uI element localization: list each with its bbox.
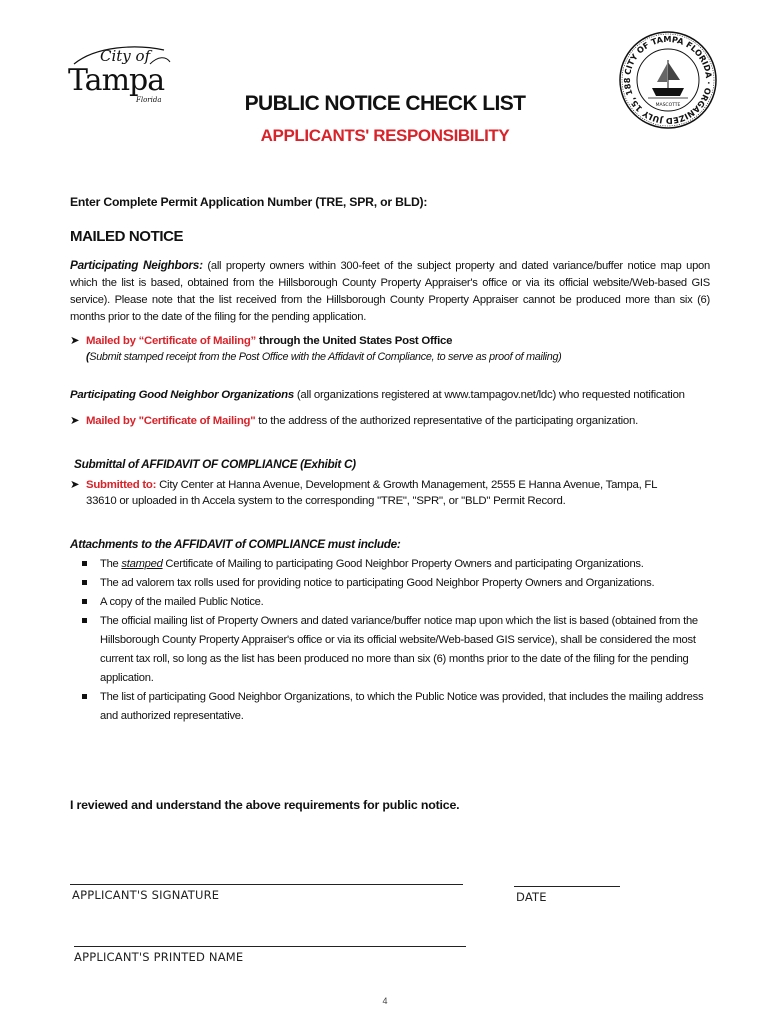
list-item: A copy of the mailed Public Notice.: [70, 593, 720, 612]
logo-florida: Florida: [136, 96, 162, 104]
logo-tampa: Tampa: [68, 63, 165, 98]
attachments-list: [70, 555, 720, 726]
arrow-bullet-icon: ➤: [70, 335, 80, 347]
submitted-to-address: City Center at Hanna Avenue, Development & Growth Management, 2555 E Hanna Avenue, Tampa, FL: [156, 479, 658, 491]
good-neighbor-organizations: [70, 389, 685, 401]
mailing-item2-rest: to the address of the authorized representative of the participating organization.: [255, 415, 638, 427]
date-line[interactable]: [514, 886, 620, 887]
printed-name-line[interactable]: [74, 946, 466, 947]
gno-label: Participating Good Neighbor Organizations: [70, 389, 294, 401]
mailing-item2-red: Mailed by "Certificate of Mailing": [86, 415, 256, 427]
page-subtitle: APPLICANTS' RESPONSIBILITY: [260, 126, 510, 145]
date-label: DATE: [516, 890, 547, 904]
mailing-item-red: Mailed by “Certificate of Mailing”: [86, 335, 256, 347]
submitted-to-line2: 33610 or uploaded in th Accela system to the corresponding "TRE", "SPR", or "BLD" Permit Record.: [86, 495, 566, 507]
gno-text: (all organizations registered at www.tampagov.net/ldc) who requested notification: [293, 389, 685, 401]
square-bullet-icon: [82, 599, 87, 604]
participating-neighbors-paragraph: [70, 257, 710, 326]
applicant-signature-line[interactable]: [70, 884, 463, 885]
acknowledgement-statement: I reviewed and understand the above requirements for public notice.: [70, 798, 460, 812]
page-number: 4: [382, 996, 388, 1006]
mailing-item-post-office: [70, 333, 452, 347]
square-bullet-icon: [82, 580, 87, 585]
page-title: PUBLIC NOTICE CHECK LIST: [244, 92, 526, 115]
list-item: The ad valorem tax rolls used for providing notice to participating Good Neighbor Property Owners and Organizations.: [70, 574, 720, 593]
applicant-signature-label: APPLICANT'S SIGNATURE: [72, 888, 220, 902]
neighbors-text: (all property owners within 300-feet of the subject property and dated variance/buffer notice map upon which the list is based, obtained from the Hillsborough County Property Appraiser's office or via its official website/Web-based GIS service). Please note that the list received from the Hillsborough County Property Appraiser cannot be produced more than six (6) months prior to the date of the filing for the pending application.: [70, 260, 710, 323]
printed-name-label: APPLICANT'S PRINTED NAME: [74, 950, 244, 964]
submittal-heading: Submittal of AFFIDAVIT OF COMPLIANCE (Exhibit C): [74, 457, 356, 471]
arrow-bullet-icon: ➤: [70, 479, 80, 491]
list-item: The list of participating Good Neighbor Organizations, to which the Public Notice was provided, that includes the mailing address and authorized representative.: [70, 688, 720, 726]
square-bullet-icon: [82, 694, 87, 699]
submitted-to-line: [70, 477, 657, 491]
submitted-to-label: Submitted to:: [86, 479, 157, 491]
attachments-heading: Attachments to the AFFIDAVIT of COMPLIANCE must include:: [70, 537, 401, 551]
square-bullet-icon: [82, 618, 87, 623]
list-item: The official mailing list of Property Owners and dated variance/buffer notice map upon which the list is based (obtained from the Hillsborough County Property Appraiser's office or via its official website/Web-based GIS service), shall be considered the most current tax roll, so long as the list has been produced no more than six (6) months prior to the date of the filing for the pending application.: [70, 612, 720, 688]
seal-ring-text: CITY OF TAMPA FLORIDA · ORGANIZED JULY 15, 188: [621, 33, 715, 127]
neighbors-label: Participating Neighbors:: [70, 258, 203, 272]
mailing-item-rest: through the United States Post Office: [255, 335, 453, 347]
list-item: The stamped Certificate of Mailing to participating Good Neighbor Property Owners and participating Organizations.: [70, 555, 720, 574]
logo-city-of: City of: [100, 47, 151, 65]
arrow-bullet-icon: ➤: [70, 415, 80, 427]
mailing-item-organizations: [70, 413, 638, 427]
permit-number-label: Enter Complete Permit Application Number (TRE, SPR, or BLD):: [70, 195, 428, 209]
square-bullet-icon: [82, 561, 87, 566]
seal-center-text: MASCOTTE: [655, 103, 681, 108]
mailed-notice-heading: MAILED NOTICE: [70, 228, 184, 245]
post-office-note: (Submit stamped receipt from the Post Office with the Affidavit of Compliance, to serve as proof of mailing): [86, 351, 562, 363]
